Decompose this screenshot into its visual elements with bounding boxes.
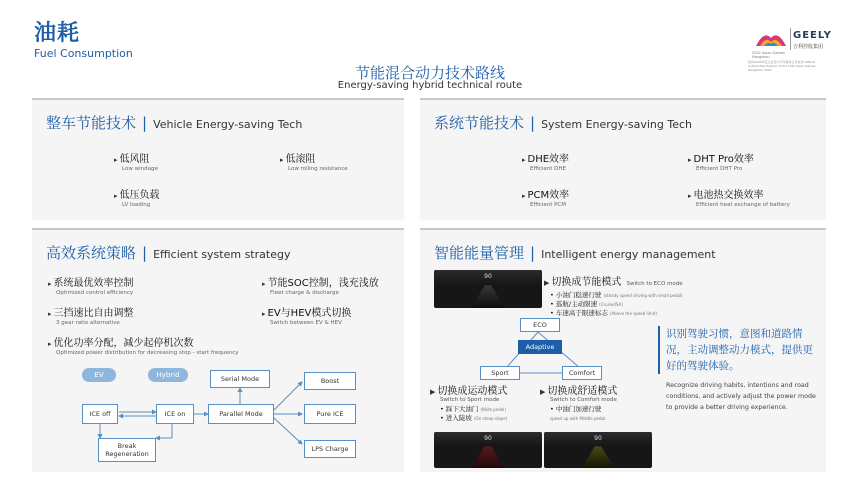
- summary-block: [658, 326, 818, 374]
- hybrid-phase-label: Hybrid: [148, 368, 188, 382]
- main-heading: 节能混合动力技术路线: [354, 64, 505, 82]
- system-item-3: ▸ PCM效率 Efficient PCM: [522, 186, 569, 208]
- heading-separator: |: [142, 244, 148, 262]
- triangle-sport: Sport: [480, 366, 520, 380]
- vehicle-item-3: ▸ 低压负载 LV loading: [114, 186, 160, 208]
- heading-separator: |: [142, 114, 148, 132]
- comfort-condition-1: • 中油门加速行驶: [550, 405, 602, 413]
- system-tech-title-en: System Energy-saving Tech: [541, 118, 693, 131]
- triangle-comfort: Comfort: [562, 366, 602, 380]
- eco-mode-block: ▶ 切换成节能模式 Switch to ECO mode • 小油门稳速行驶 (steady speed driving with small pedal) • 巡航/主动限速 (Cruise/ISA) • 车速高于限速标志 (Above the speed limit): [544, 270, 683, 318]
- system-item-2: ▸ DHT Pro效率 Efficient DHT Pro: [688, 150, 754, 172]
- sport-mode-block: ▶ 切换成运动模式 Switch to Sport mode • 踩下大油门 (Wide pedal) • 进入陡坡 (On steep slope): [430, 382, 507, 423]
- system-tech-title: 系统节能技术: [434, 114, 525, 132]
- comfort-mode-block: ▶ 切换成舒适模式 Switch to Comfort mode • 中油门加速行驶 speed up with Middle pedal: [540, 382, 617, 423]
- lps-charge-box: LPS Charge: [304, 440, 356, 458]
- boost-box: Boost: [304, 372, 356, 390]
- eco-condition-1: • 小油门稳速行驶 (steady speed driving with small pedal): [550, 291, 683, 299]
- asian-games-label: 2022 Asian Games Hangzhou: [752, 51, 785, 59]
- energy-title: 智能能量管理: [434, 244, 525, 262]
- ice-on-box: ICE on: [156, 404, 194, 424]
- sport-condition-2: • 进入陡坡 (On steep slope): [440, 414, 508, 422]
- vehicle-tech-title: 整车节能技术: [46, 114, 137, 132]
- strategy-title-en: Efficient system strategy: [153, 248, 291, 261]
- strategy-item-3: ▸ 三挡速比自由调整 3 gear ratio alternative: [48, 304, 134, 326]
- ice-off-box: ICE off: [82, 404, 118, 424]
- logo-divider: [790, 28, 791, 50]
- strategy-item-5: ▸ 优化功率分配，减少起停机次数 Optimized power distribution for decreasing stop - start frequency: [48, 334, 238, 356]
- geely-logo-subtitle: 吉利控股集团: [793, 44, 824, 50]
- page-subtitle: Fuel Consumption: [34, 47, 133, 60]
- mode-flow-connectors: [32, 230, 404, 474]
- eco-condition-2: • 巡航/主动限速 (Cruise/ISA): [550, 300, 623, 308]
- summary-en: Recognize driving habits, intentions and road conditions, and actively adjust the power mode to provide a better driving experience.: [666, 382, 816, 411]
- summary-cn: 识别驾驶习惯，意图和道路情况，主动调整动力模式，提供更好的驾驶体验。: [666, 328, 813, 372]
- energy-panel: [420, 228, 826, 472]
- comfort-dashboard-image: 90: [544, 432, 652, 468]
- main-heading-en: Energy-saving hybrid technical route: [337, 80, 523, 91]
- system-item-1: ▸ DHE效率 Efficient DHE: [522, 150, 569, 172]
- sport-condition-1: • 踩下大油门 (Wide pedal): [440, 405, 506, 413]
- break-regeneration-box: Break Regeneration: [98, 438, 156, 462]
- sponsor-note: 杭州2022年亚运会官方汽车服务合作伙伴 Official Automotive Partner of the 19th Asian Games Hangzhou 2022: [748, 60, 816, 72]
- strategy-title: 高效系统策略: [46, 244, 137, 262]
- eco-dashboard-image: 90: [434, 270, 542, 308]
- parallel-mode-box: Parallel Mode: [208, 404, 274, 424]
- strategy-item-4: ▸ EV与HEV模式切换 Switch between EV & HEV: [262, 304, 351, 326]
- triangle-eco: ECO: [520, 318, 560, 332]
- comfort-condition-1-en: speed up with Middle pedal: [550, 416, 606, 421]
- vehicle-tech-panel: [32, 98, 404, 220]
- vehicle-tech-title-en: Vehicle Energy-saving Tech: [153, 118, 303, 131]
- vehicle-item-2: ▸ 低滚阻 Low rolling resistance: [280, 150, 348, 172]
- strategy-item-2: ▸ 节能SOC控制，浅充浅放 Fleet charge & discharge: [262, 274, 379, 296]
- sport-dashboard-image: 90: [434, 432, 542, 468]
- geely-logo: GEELY: [793, 30, 832, 41]
- heading-separator: |: [530, 244, 536, 262]
- system-tech-heading: [434, 112, 692, 133]
- pure-ice-box: Pure ICE: [304, 404, 356, 424]
- energy-title-en: Intelligent energy management: [541, 248, 716, 261]
- asian-games-logo: [752, 28, 790, 52]
- strategy-item-1: ▸ 系统最优效率控制 Optimized control efficiency: [48, 274, 134, 296]
- eco-condition-3: • 车速高于限速标志 (Above the speed limit): [550, 309, 657, 317]
- system-item-4: ▸ 电池热交换效率 Efficient heat exchange of battery: [688, 186, 790, 208]
- ev-phase-label: EV: [82, 368, 116, 382]
- serial-mode-box: Serial Mode: [210, 370, 270, 388]
- strategy-panel: [32, 228, 404, 472]
- heading-separator: |: [530, 114, 536, 132]
- triangle-adaptive: Adaptive: [518, 340, 562, 354]
- page-title: 油耗: [34, 21, 81, 46]
- system-tech-panel: [420, 98, 826, 220]
- vehicle-item-1: ▸ 低风阻 Low windage: [114, 150, 158, 172]
- vehicle-tech-heading: [46, 112, 302, 133]
